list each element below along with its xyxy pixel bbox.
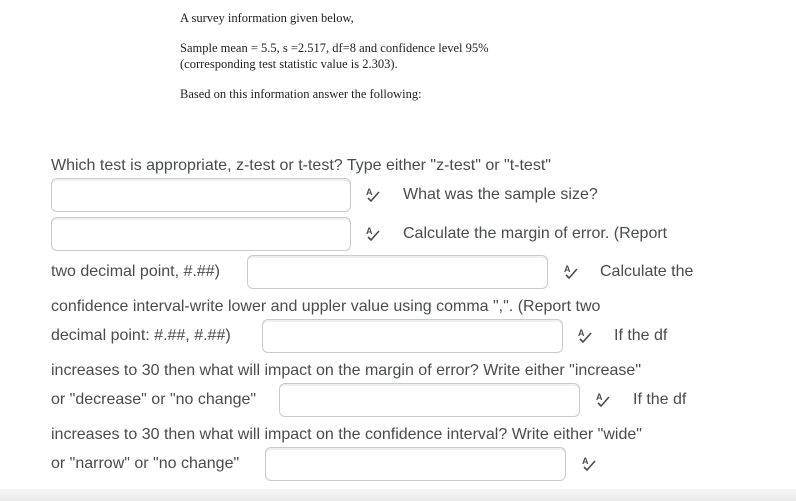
question-df-interval: If the df bbox=[633, 391, 687, 408]
question-df-margin-options: or "decrease" or "no change" bbox=[51, 391, 257, 408]
answer-confidence-interval-input[interactable] bbox=[262, 319, 563, 353]
answer-margin-of-error-input[interactable] bbox=[247, 255, 548, 289]
answer-sample-size-input[interactable] bbox=[51, 217, 351, 251]
header-line-4: Based on this information answer the following: bbox=[180, 87, 422, 101]
header-line-2: Sample mean = 5.5, s =2.517, df=8 and confidence level 95% bbox=[180, 41, 489, 55]
spellcheck-icon[interactable] bbox=[365, 225, 381, 241]
question-test-type: Which test is appropriate, z-test or t-test? Type either "z-test" or "t-test" bbox=[51, 157, 551, 174]
svg-text:A: A bbox=[578, 328, 585, 338]
bottom-bar bbox=[0, 489, 796, 501]
answer-test-type-input[interactable] bbox=[51, 178, 351, 212]
question-confidence-interval-format: decimal point: #.##, #.##) bbox=[51, 327, 231, 344]
svg-text:A: A bbox=[582, 456, 589, 466]
svg-text:A: A bbox=[564, 264, 571, 274]
question-confidence-interval: Calculate the bbox=[600, 263, 694, 280]
question-df-interval-options: or "narrow" or "no change" bbox=[51, 455, 240, 472]
svg-text:A: A bbox=[366, 226, 373, 236]
svg-text:A: A bbox=[366, 187, 373, 197]
question-margin-of-error-cont: two decimal point, #.##) bbox=[51, 263, 220, 280]
svg-text:A: A bbox=[596, 392, 603, 402]
question-margin-of-error: Calculate the margin of error. (Report bbox=[403, 225, 668, 242]
spellcheck-icon[interactable] bbox=[577, 327, 593, 343]
spellcheck-icon[interactable] bbox=[563, 263, 579, 279]
spellcheck-icon[interactable] bbox=[581, 455, 597, 471]
answer-df-interval-input[interactable] bbox=[265, 447, 566, 481]
question-df-interval-cont: increases to 30 then what will impact on the confidence interval? Write either "wide" bbox=[51, 426, 642, 443]
question-df-margin: If the df bbox=[614, 327, 668, 344]
header-line-1: A survey information given below, bbox=[180, 11, 354, 25]
spellcheck-icon[interactable] bbox=[595, 391, 611, 407]
question-confidence-interval-cont: confidence interval-write lower and uppler value using comma ",". (Report two bbox=[51, 298, 601, 315]
question-df-margin-cont: increases to 30 then what will impact on the margin of error? Write either "increase" bbox=[51, 362, 641, 379]
spellcheck-icon[interactable] bbox=[365, 186, 381, 202]
header-line-3: (corresponding test statistic value is 2.303). bbox=[180, 57, 398, 71]
answer-df-margin-input[interactable] bbox=[279, 383, 580, 417]
question-sample-size: What was the sample size? bbox=[403, 186, 598, 203]
